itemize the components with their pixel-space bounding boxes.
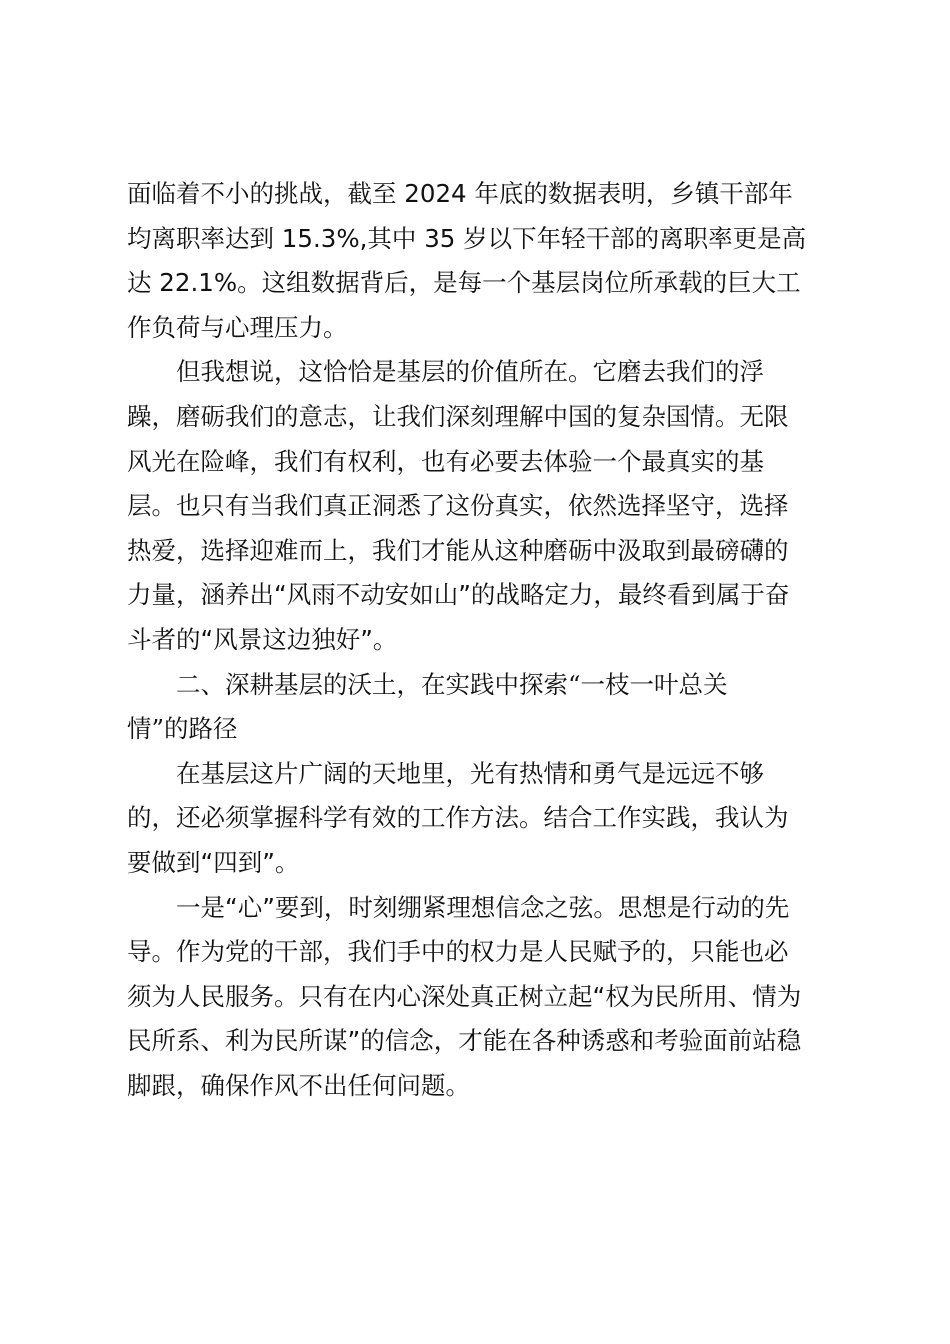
- text-line: 躁，磨砺我们的意志，让我们深刻理解中国的复杂国情。无限: [127, 401, 789, 431]
- paragraph-heart: [127, 886, 832, 1109]
- paragraph-statistics: [127, 172, 832, 350]
- text-line: 斗者的“风景这边独好”。: [127, 624, 398, 654]
- text-line: 力量，涵养出“风雨不动安如山”的战略定力，最终看到属于奋: [127, 580, 790, 610]
- text-line: 要做到“四到”。: [127, 847, 300, 877]
- text-line: 达 22.1%。这组数据背后，是每一个基层岗位所承载的巨大工: [127, 268, 801, 298]
- text-line: 脚跟，确保作风不出任何问题。: [127, 1070, 470, 1100]
- paragraph-methods: [127, 752, 832, 886]
- paragraph-value-of-grassroots: [127, 350, 832, 662]
- text-line: 但我想说，这恰恰是基层的价值所在。它磨去我们的浮: [176, 357, 764, 387]
- text-line: 导。作为党的干部，我们手中的权力是人民赋予的，只能也必: [127, 937, 789, 967]
- heading-line: 情”的路径: [127, 714, 238, 744]
- text-line: 在基层这片广阔的天地里，光有热情和勇气是远远不够: [176, 758, 764, 788]
- heading-line: 二、深耕基层的沃土，在实践中探索“一枝一叶总关: [176, 669, 728, 699]
- text-line: 的，还必须掌握科学有效的工作方法。结合工作实践，我认为: [127, 803, 789, 833]
- text-line: 民所系、利为民所谋”的信念，才能在各种诱惑和考验面前站稳: [127, 1026, 802, 1056]
- text-line: 风光在险峰，我们有权利，也有必要去体验一个最真实的基: [127, 446, 764, 476]
- text-line: 作负荷与心理压力。: [127, 312, 348, 342]
- text-line: 须为人民服务。只有在内心深处真正树立起“权为民所用、情为: [127, 981, 802, 1011]
- text-line: 均离职率达到 15.3%,其中 35 岁以下年轻干部的离职率更是高: [127, 223, 807, 253]
- text-line: 面临着不小的挑战，截至 2024 年底的数据表明，乡镇干部年: [127, 179, 793, 208]
- text-line: 层。也只有当我们真正洞悉了这份真实，依然选择坚守，选择: [127, 491, 789, 521]
- text-line: 一是“心”要到，时刻绷紧理想信念之弦。思想是行动的先: [176, 892, 790, 922]
- text-line: 热爱，选择迎难而上，我们才能从这种磨砺中汲取到最磅礴的: [127, 535, 789, 565]
- document-body: [127, 172, 832, 1108]
- section-heading: [127, 663, 832, 752]
